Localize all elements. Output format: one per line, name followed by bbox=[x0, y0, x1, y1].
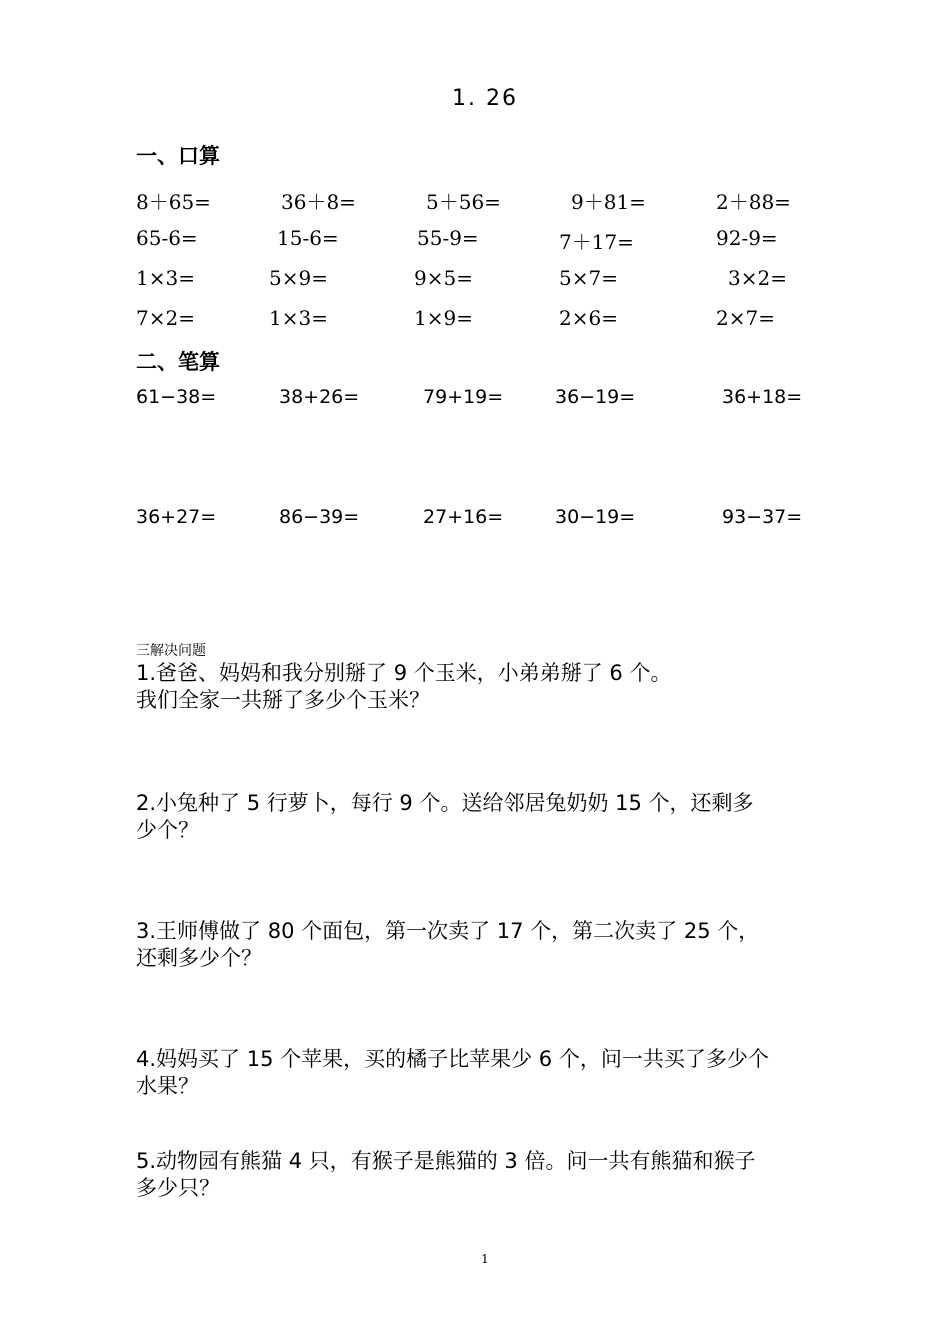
oral-item: 2×6= bbox=[559, 306, 618, 330]
oral-item: 5＋56= bbox=[426, 190, 501, 214]
word-problem bbox=[136, 918, 856, 972]
page-title: 1. 26 bbox=[452, 86, 518, 111]
oral-item: 15-6= bbox=[277, 226, 339, 250]
oral-item: 7＋17= bbox=[559, 230, 634, 254]
problem-line: 3.王师傅做了 80 个面包，第一次卖了 17 个，第二次卖了 25 个， bbox=[136, 919, 760, 943]
oral-item: 65-6= bbox=[136, 226, 198, 250]
written-item: 93−37= bbox=[722, 506, 803, 528]
oral-row bbox=[0, 266, 950, 294]
oral-row bbox=[0, 226, 950, 254]
oral-item: 9＋81= bbox=[571, 190, 646, 214]
page-number: 1 bbox=[481, 1252, 489, 1266]
oral-item: 1×3= bbox=[136, 266, 195, 290]
written-item: 36+18= bbox=[722, 386, 803, 408]
section-heading-oral: 一、口算 bbox=[136, 144, 220, 168]
written-item: 27+16= bbox=[423, 506, 504, 528]
problem-line: 5.动物园有熊猫 4 只，有猴子是熊猫的 3 倍。问一共有熊猫和猴子 bbox=[136, 1149, 756, 1173]
word-problem bbox=[136, 660, 856, 714]
written-row bbox=[0, 506, 950, 534]
word-problem bbox=[136, 1148, 856, 1202]
oral-item: 8＋65= bbox=[136, 190, 211, 214]
oral-item: 1×3= bbox=[269, 306, 328, 330]
oral-item: 92-9= bbox=[716, 226, 778, 250]
section-heading-problems: 三解决问题 bbox=[136, 643, 206, 659]
oral-item: 7×2= bbox=[136, 306, 195, 330]
problem-line: 还剩多少个？ bbox=[136, 946, 262, 970]
oral-item: 5×7= bbox=[559, 266, 618, 290]
problem-line: 1.爸爸、妈妈和我分别掰了 9 个玉米，小弟弟掰了 6 个。 bbox=[136, 661, 672, 685]
problem-line: 水果？ bbox=[136, 1074, 199, 1098]
oral-item: 1×9= bbox=[414, 306, 473, 330]
written-item: 30−19= bbox=[555, 506, 636, 528]
word-problem bbox=[136, 1046, 856, 1100]
written-item: 61−38= bbox=[136, 386, 217, 408]
section-heading-written: 二、笔算 bbox=[136, 350, 220, 374]
oral-item: 3×2= bbox=[728, 266, 787, 290]
oral-item: 2×7= bbox=[716, 306, 775, 330]
problem-line: 我们全家一共掰了多少个玉米？ bbox=[136, 688, 430, 712]
problem-line: 2.小兔种了 5 行萝卜，每行 9 个。送给邻居兔奶奶 15 个，还剩多 bbox=[136, 791, 754, 815]
problem-line: 少个？ bbox=[136, 818, 199, 842]
oral-item: 5×9= bbox=[269, 266, 328, 290]
oral-item: 9×5= bbox=[414, 266, 473, 290]
word-problem bbox=[136, 790, 856, 844]
problem-line: 多少只？ bbox=[136, 1176, 220, 1200]
oral-item: 36＋8= bbox=[281, 190, 356, 214]
written-item: 36+27= bbox=[136, 506, 217, 528]
written-item: 79+19= bbox=[423, 386, 504, 408]
written-row bbox=[0, 386, 950, 414]
written-item: 36−19= bbox=[555, 386, 636, 408]
written-item: 86−39= bbox=[279, 506, 360, 528]
written-item: 38+26= bbox=[279, 386, 360, 408]
oral-row bbox=[0, 306, 950, 334]
oral-row bbox=[0, 186, 950, 214]
problem-line: 4.妈妈买了 15 个苹果，买的橘子比苹果少 6 个，问一共买了多少个 bbox=[136, 1047, 769, 1071]
oral-item: 2＋88= bbox=[716, 190, 791, 214]
oral-item: 55-9= bbox=[417, 226, 479, 250]
